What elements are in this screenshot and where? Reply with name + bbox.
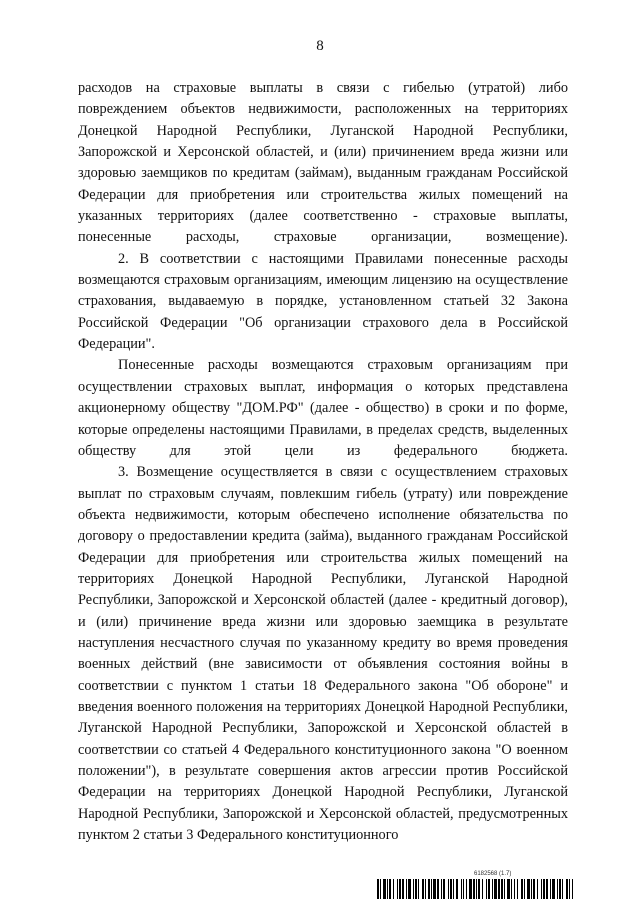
barcode-bar (517, 879, 518, 899)
barcode-bar (450, 879, 452, 899)
barcode-bar (527, 879, 530, 899)
barcode-bar (448, 879, 449, 899)
barcode-bar (559, 879, 561, 899)
barcode-bar (380, 879, 381, 899)
barcode-bar (397, 879, 398, 899)
barcode-bar (433, 879, 436, 899)
barcode-bar (431, 879, 432, 899)
barcode-bar (393, 879, 394, 899)
paragraph-2: 2. В соответствии с настоящими Правилами понесенные расходы возмещаются страховым организациям, имеющим лицензию на осуществление страхования, выдаваемую в порядке, установленном статьей 32 Закона Российской Федерации "Об организации страхового дела в Российской Федерации". (78, 250, 568, 353)
barcode-bar (541, 879, 542, 899)
barcode-bar (524, 879, 525, 899)
barcode-bar (469, 879, 472, 899)
barcode-bar (478, 879, 480, 899)
barcode-bar (466, 879, 467, 899)
barcode-bar (473, 879, 475, 899)
body-text (78, 78, 568, 846)
barcode-bar (546, 879, 548, 899)
barcode-bar (494, 879, 497, 899)
barcode-icon (377, 879, 573, 899)
barcode-bar (463, 879, 464, 899)
barcode-number: 6182568 (1.7) (474, 871, 512, 877)
barcode-bar (543, 879, 545, 899)
barcode-bar (488, 879, 490, 899)
barcode-bar (501, 879, 503, 899)
paragraph-3: Понесенные расходы возмещаются страховым организациям при осуществлении страховых выплат, информация о которых представлена акционерному обществу "ДОМ.РФ" (далее - общество) в сроки и по форме, которые определены настоящими Правилами, в пределах средств, выделенных обществу для этой цели из федерального бюджета. (78, 357, 568, 459)
barcode-bar (443, 879, 445, 899)
barcode-bar (399, 879, 401, 899)
barcode-bar (453, 879, 454, 899)
page-number: 8 (316, 38, 324, 54)
barcode-bar (507, 879, 510, 899)
barcode-bar (415, 879, 417, 899)
barcode-bar (482, 879, 483, 899)
barcode-bar (514, 879, 515, 899)
barcode-bar (562, 879, 563, 899)
barcode-bar (537, 879, 538, 899)
barcode-bar (441, 879, 442, 899)
barcode-bar (533, 879, 535, 899)
barcode-bar (552, 879, 555, 899)
barcode-bar (456, 879, 458, 899)
barcode-bar (437, 879, 439, 899)
barcode-bar (486, 879, 487, 899)
barcode-bar (476, 879, 477, 899)
barcode-bar (406, 879, 407, 899)
barcode-bar (511, 879, 512, 899)
barcode-bar (572, 879, 573, 899)
barcode-bar (569, 879, 570, 899)
barcode-bar (504, 879, 505, 899)
barcode-bar (387, 879, 388, 899)
barcode-bar (461, 879, 462, 899)
barcode-bar (377, 879, 379, 899)
barcode-bar (521, 879, 523, 899)
barcode-bar (550, 879, 551, 899)
barcode-bar (402, 879, 404, 899)
paragraph-4: 3. Возмещение осуществляется в связи с осуществлением страховых выплат по страховым случаям, повлекшим гибель (утрату) или повреждение объекта недвижимости, которым обеспечено исполнение обязательства по договору о предоставлении кредита (займа), выданного гражданам Российской Федерации для приобретения или строительства жилых помещений на территориях Донецкой Народной Республики, Луганской Народной Республики, Запорожской и Херсонской областей (далее - кредитный договор), и (или) причинение вреда жизни или здоровью заемщика в результате наступления несчастного случая по указанному кредиту во время проведения военных действий (вне зависимости от объявления состояния войны в соответствии с пунктом 1 статьи 18 Федерального закона "Об обороне" и введения военного положения на территориях Донецкой Народной Республики, Луганской Народной Республики, Запорожской и Херсонской областей в соответствии со статьей 4 Федерального конституционного закона "О военном положении"), в результате совершения актов агрессии против Российской Федерации на территориях Донецкой Народной Республики, Луганской Народной Республики, Запорожской и Херсонской областей, предусмотренных пунктом 2 статьи 3 Федерального конституционного (78, 464, 568, 844)
barcode-bar (383, 879, 386, 899)
barcode-bar (418, 879, 419, 899)
barcode-bar (422, 879, 424, 899)
barcode-bar (566, 879, 568, 899)
barcode-bar (389, 879, 391, 899)
barcode-bar (408, 879, 411, 899)
paragraph-1: расходов на страховые выплаты в связи с гибелью (утратой) либо повреждением объектов недвижимости, расположенных на территориях Донецкой Народной Республики, Луганской Народной Республики, Запорожской и Херсонской областей, и (или) причинением вреда жизни или здоровью заемщиков по кредитам (займам), выданным гражданам Российской Федерации для приобретения или строительства жилых помещений на указанных территориях (далее соответственно - страховые выплаты, понесенные расходы, страховые организации, возмещение). (78, 80, 568, 246)
barcode-bar (413, 879, 414, 899)
barcode-bar (492, 879, 493, 899)
barcode-bar (428, 879, 430, 899)
barcode-bar (498, 879, 500, 899)
barcode-bar (557, 879, 558, 899)
barcode-bar (425, 879, 426, 899)
barcode-bar (531, 879, 532, 899)
